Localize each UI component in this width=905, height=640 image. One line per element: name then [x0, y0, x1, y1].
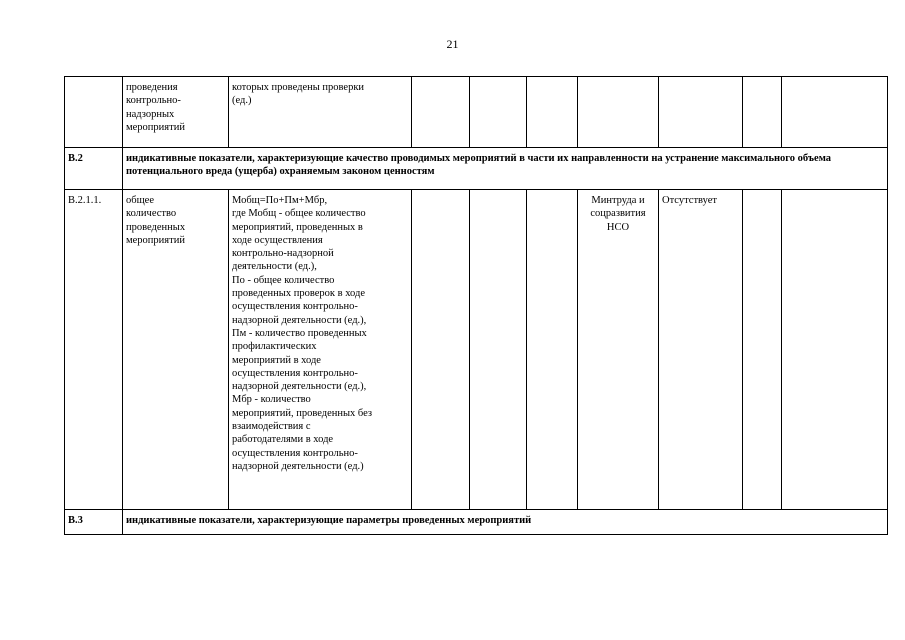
empty-cell	[782, 190, 888, 510]
empty-cell	[527, 190, 578, 510]
empty-cell	[470, 190, 527, 510]
section-code: В.2	[65, 148, 123, 190]
indicators-table	[64, 76, 888, 535]
empty-cell	[782, 77, 888, 148]
formula-cell: Мобщ=По+Пм+Мбр, где Мобщ - общее количество мероприятий, проведенных в ходе осуществления контрольно-надзорной деятельности (ед.), По - общее количество проведенных проверок в ходе осуществления контрольно- надзорной деятельности (ед.), Пм - количество проведенных профилактических мероприятий в ходе осуществления контрольно- надзорной деятельности (ед.), Мбр - количество мероприятий, проведенных без взаимодействия с работодателями в ходе осуществления контрольно- надзорной деятельности (ед.)	[229, 190, 412, 510]
empty-cell	[412, 77, 470, 148]
page-number: 21	[446, 37, 459, 51]
section-title: индикативные показатели, характеризующие параметры проведенных мероприятий	[123, 510, 888, 535]
section-title: индикативные показатели, характеризующие качество проводимых мероприятий в части их направленности на устранение максимального объема потенциального вреда (ущерба) охраняемым законом ценностям	[123, 148, 888, 190]
source-cell: Минтруда и соцразвития НСО	[578, 190, 659, 510]
section-row	[65, 510, 888, 535]
table-row	[65, 190, 888, 510]
note-cell	[659, 77, 743, 148]
empty-cell	[412, 190, 470, 510]
table-row	[65, 77, 888, 148]
source-cell	[578, 77, 659, 148]
note-cell: Отсутствует	[659, 190, 743, 510]
code-cell: В.2.1.1.	[65, 190, 123, 510]
empty-cell	[470, 77, 527, 148]
code-cell	[65, 77, 123, 148]
empty-cell	[743, 190, 782, 510]
empty-cell	[743, 77, 782, 148]
section-row	[65, 148, 888, 190]
formula-cell: которых проведены проверки (ед.)	[229, 77, 412, 148]
section-code: В.3	[65, 510, 123, 535]
indicator-name-cell: общее количество проведенных мероприятий	[123, 190, 229, 510]
indicator-name-cell: проведения контрольно- надзорных мероприятий	[123, 77, 229, 148]
empty-cell	[527, 77, 578, 148]
